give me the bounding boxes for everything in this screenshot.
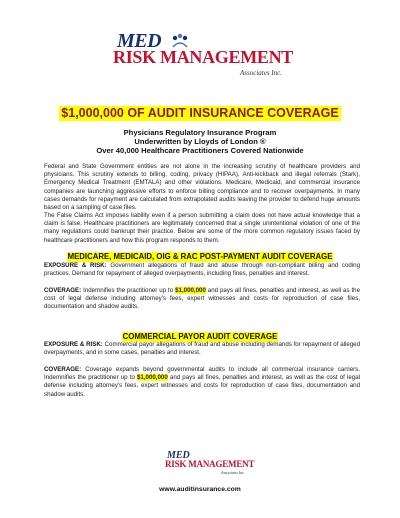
subtitle-line-1: Physicians Regulatory Insurance Program [123, 128, 277, 137]
company-logo [113, 30, 294, 82]
logo-risk-management-text: RISK MANAGEMENT [113, 47, 294, 67]
section-medicare-coverage [44, 287, 360, 312]
section-medicare-exposure [44, 262, 360, 278]
coverage-amount: $1,000,000 [175, 287, 206, 294]
exposure-label: EXPOSURE & RISK: [44, 262, 107, 269]
footer-logo-risk-management-text: RISK MANAGEMENT [165, 459, 255, 469]
coverage-text-post: and pays all fines, penalties and interest, as well as the cost of legal defense including attorney's fees, expert witnesses and costs for reproduction of case files, documentation and shadow audits. [44, 374, 360, 398]
coverage-amount: $1,000,000 [137, 374, 168, 382]
exposure-label: EXPOSURE & RISK: [44, 341, 103, 348]
logo-med-text: MED [117, 30, 162, 52]
section-medicare-heading: MEDICARE, MEDICAID, OIG & RAC POST-PAYMENT AUDIT COVERAGE [67, 252, 333, 261]
footer-logo [165, 450, 255, 478]
subtitle-line-2: Underwritten by Lloyds of London ® [134, 137, 266, 146]
exposure-text: Government allegations of fraud and abuse through non-compliant billing and coding practices. Demand for repayment of alleged overpayments, including fines, penalties and interest. [44, 262, 361, 278]
section-commercial-heading: COMMERCIAL PAYOR AUDIT COVERAGE [122, 332, 278, 341]
coverage-label: COVERAGE: [44, 287, 82, 294]
logo-associates-text: Associates Inc. [240, 69, 282, 77]
title-block [0, 104, 400, 122]
footer-url-link[interactable]: www.auditinsurance.com [159, 486, 241, 493]
subtitle-line-3: Over 40,000 Healthcare Practitioners Covered Nationwide [96, 146, 304, 155]
coverage-text-pre: Indemnifies the practitioner up to [81, 287, 176, 294]
section-commercial-exposure [44, 341, 360, 357]
page-title: $1,000,000 OF AUDIT INSURANCE COVERAGE [61, 106, 339, 120]
intro-paragraph-1: Federal and State Government entities are not alone in the increasing scrutiny of healthcare providers and physicians. This scrutiny extends to billing, coding, privacy (HIPAA), Anti-kickback and illegal referrals (Stark), Emergency Medical Treatment (EMTALA) and other violations. Medicare, Medicaid, and commercial insurance companies are launching aggressive efforts to enforce billing compliance and to recover overpayments. In many cases demands for repayment are calculated from extrapolated audits leaving the provider to defend huge amounts based on a sampling of case files. [44, 163, 360, 212]
exposure-text: Commercial payor allegations of fraud and abuse including demands for repayment of alleged overpayments, and in some cases, penalties and interest. [44, 341, 361, 357]
intro-paragraph-2: The False Claims Act imposes liability even if a person submitting a claim does not have actual knowledge that a claim is false. Healthcare practitioners are legitimately concerned that a single unintentional violation of one of the many regulations could bankrupt their practice. Below are some of the more common regulatory issues faced by healthcare practitioners and how this program responds to them. [44, 212, 360, 244]
coverage-text-pre: Coverage expands beyond governmental audits to include all commercial insurance carriers. Indemnifies the practitioner up to [44, 366, 360, 382]
footer-logo-associates-text: Associates Inc. [221, 470, 245, 475]
coverage-text-post: and pays all fines, penalties and interest, as well as the cost of legal defense including attorney's fees, expert witnesses and costs for reproduction of case files, documentation and shadow audits. [44, 287, 360, 311]
footer-logo-med-text: MED [167, 450, 190, 461]
coverage-label: COVERAGE: [44, 366, 82, 373]
section-commercial-coverage [44, 366, 360, 399]
